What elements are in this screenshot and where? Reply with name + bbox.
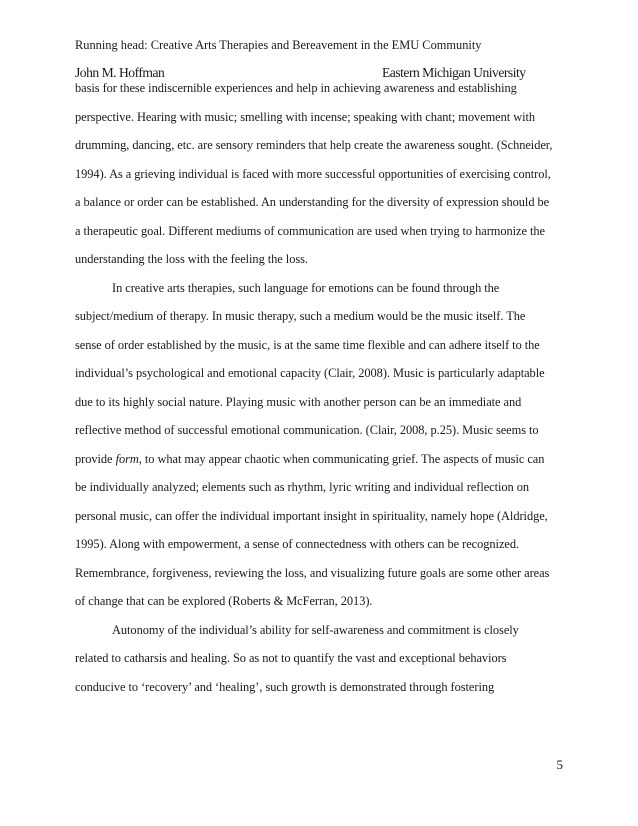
author-name: John M. Hoffman <box>75 65 165 80</box>
text-line <box>75 449 544 469</box>
text-segment: , to what may appear chaotic when communicating grief. The aspects of music can <box>138 452 545 466</box>
text-line: Remembrance, forgiveness, reviewing the loss, and visualizing future goals are some other areas <box>75 566 550 580</box>
text-line: Autonomy of the individual’s ability for self-awareness and commitment is closely <box>112 623 519 637</box>
text-line: subject/medium of therapy. In music therapy, such a medium would be the music itself. The <box>75 309 526 323</box>
text-line: basis for these indiscernible experiences and help in achieving awareness and establishing <box>75 81 517 95</box>
text-line: 1995). Along with empowerment, a sense of connectedness with others can be recognized. <box>75 537 520 551</box>
text-line: 1994). As a grieving individual is faced with more successful opportunities of exercising control, <box>75 167 551 181</box>
text-segment: provide <box>75 452 113 466</box>
text-line: be individually analyzed; elements such as rhythm, lyric writing and individual reflection on <box>75 480 530 494</box>
text-line: sense of order established by the music, is at the same time flexible and can adhere itself to the <box>75 338 540 352</box>
text-line: personal music, can offer the individual important insight in spirituality, namely hope (Aldridge, <box>75 509 548 523</box>
text-line: perspective. Hearing with music; smelling with incense; speaking with chant; movement with <box>75 110 536 124</box>
text-line: In creative arts therapies, such language for emotions can be found through the <box>112 281 500 295</box>
university-name: Eastern Michigan University <box>382 65 526 80</box>
text-line: understanding the loss with the feeling the loss. <box>75 252 308 266</box>
running-head: Running head: Creative Arts Therapies and Bereavement in the EMU Community <box>75 38 482 52</box>
text-line: reflective method of successful emotional communication. (Clair, 2008, p.25). Music seems to <box>75 423 539 437</box>
emphasized-word: form <box>115 452 139 466</box>
text-line: a therapeutic goal. Different mediums of communication are used when trying to harmonize the <box>75 224 545 238</box>
text-line: conducive to ‘recovery’ and ‘healing’, such growth is demonstrated through fostering <box>75 680 495 694</box>
text-line: individual’s psychological and emotional capacity (Clair, 2008). Music is particularly adaptable <box>75 366 545 380</box>
text-line: related to catharsis and healing. So as not to quantify the vast and exceptional behaviors <box>75 651 507 665</box>
page-number: 5 <box>556 757 563 772</box>
text-line: drumming, dancing, etc. are sensory reminders that help create the awareness sought. (Schneider, <box>75 138 553 152</box>
text-line: of change that can be explored (Roberts & McFerran, 2013). <box>75 594 373 608</box>
text-line: a balance or order can be established. An understanding for the diversity of expression should be <box>75 195 550 209</box>
text-line: due to its highly social nature. Playing music with another person can be an immediate and <box>75 395 522 409</box>
